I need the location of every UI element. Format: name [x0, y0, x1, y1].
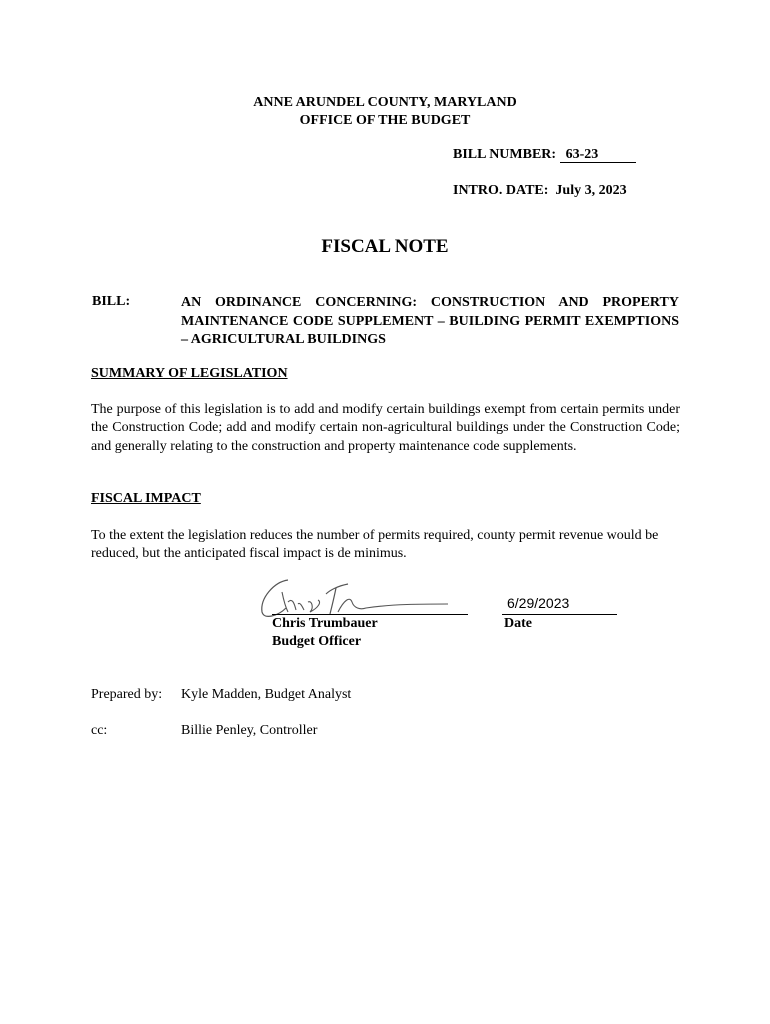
bill-title: AN ORDINANCE CONCERNING: CONSTRUCTION AND PROPERTY MAINTENANCE CODE SUPPLEMENT – BUILDING PERMIT EXEMPTIONS – AGRICULTURAL BUILDINGS [181, 295, 679, 347]
date-line [502, 614, 617, 615]
office-heading: OFFICE OF THE BUDGET [299, 113, 471, 128]
signer-title: Budget Officer [272, 634, 362, 649]
summary-heading: SUMMARY OF LEGISLATION [91, 366, 288, 381]
bill-number [453, 147, 636, 163]
intro-date-label: INTRO. DATE: [453, 183, 549, 198]
prepared-by-value: Kyle Madden, Budget Analyst [181, 687, 352, 702]
bill-number-label: BILL NUMBER: [453, 147, 557, 162]
intro-date [453, 183, 627, 199]
bill-label: BILL: [92, 294, 131, 309]
signature-date: 6/29/2023 [507, 595, 570, 611]
cc-value: Billie Penley, Controller [181, 723, 318, 738]
summary-text: The purpose of this legislation is to add and modify certain buildings exempt from certain permits under the Construction Code; add and modify certain non-agricultural buildings under the Construction Code; and generally relating to the construction and property maintenance code supplements. [91, 402, 680, 454]
document-title: FISCAL NOTE [321, 236, 449, 257]
fiscal-impact-text: To the extent the legislation reduces the number of permits required, county permit revenue would be reduced, but the anticipated fiscal impact is de minimus. [91, 528, 659, 562]
intro-date-value: July 3, 2023 [555, 183, 627, 198]
county-heading: ANNE ARUNDEL COUNTY, MARYLAND [253, 95, 517, 110]
prepared-by-label: Prepared by: [91, 687, 163, 702]
signature-line [272, 614, 468, 615]
fiscal-impact-heading: FISCAL IMPACT [91, 491, 201, 506]
bill-number-value: 63-23 [560, 147, 636, 163]
cc-label: cc: [91, 723, 108, 738]
date-label: Date [504, 616, 532, 631]
signer-name: Chris Trumbauer [272, 616, 378, 631]
